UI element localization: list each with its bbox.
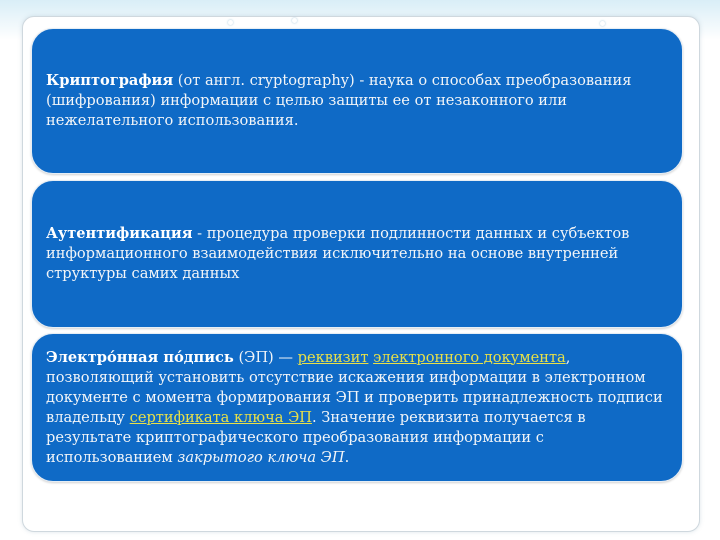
link-electronic-document[interactable]: электронного документа [373, 348, 566, 366]
link-requisite[interactable]: реквизит [297, 348, 369, 366]
definition-body: (от англ. cryptography) - наука о способах преобразования (шифрования) информации с целью защиты ее от незаконного или нежелательного использования. [46, 72, 632, 129]
definition-text [46, 71, 668, 131]
term-electronic-signature: Электро́нная по́дпись [46, 348, 234, 366]
link-certificate[interactable]: сертификата ключа ЭП [129, 408, 312, 426]
term-cryptography: Криптография [46, 72, 174, 89]
definition-card-electronic-signature [31, 333, 683, 482]
decor-dot [228, 20, 233, 25]
definition-text [46, 224, 668, 284]
definition-card-authentication [31, 180, 683, 328]
definition-body: . Значение реквизита получается в результате криптографического преобразования информации с использованием [46, 408, 586, 466]
decor-dot [292, 18, 297, 23]
definition-body: , позволяющий установить отсутствие искажения информации в электронном документе с момента формирования ЭП и проверить принадлежность подписи владельцу [46, 348, 663, 426]
definition-body: . [344, 448, 350, 466]
definition-card-cryptography [31, 28, 683, 174]
term-authentication: Аутентификация [46, 225, 193, 242]
definition-body: (ЭП) — [233, 348, 298, 366]
definition-text [46, 348, 668, 468]
private-key-text: закрытого ключа ЭП [177, 448, 345, 466]
definition-body: - процедура проверки подлинности данных и субъектов информационного взаимодействия исключительно на основе внутренней структуры самих данных [46, 225, 630, 282]
decor-dot [600, 21, 605, 26]
